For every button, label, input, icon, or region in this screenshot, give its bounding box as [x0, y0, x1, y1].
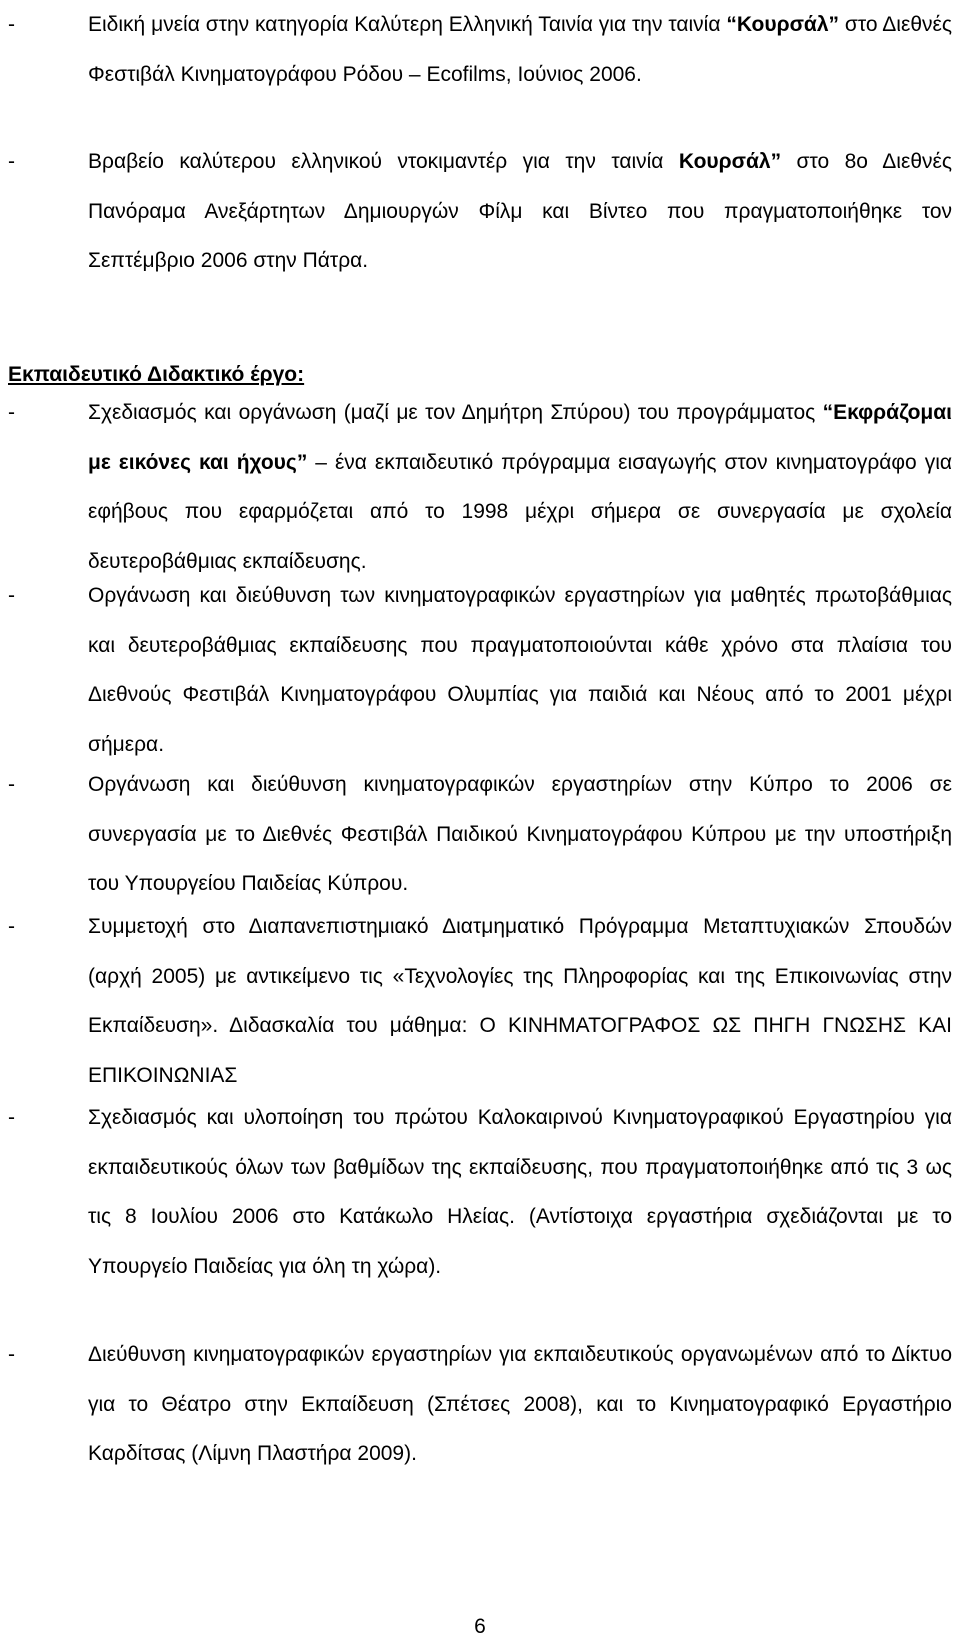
list-item-text	[88, 0, 952, 99]
list-item	[8, 0, 952, 99]
bullet-dash: -	[8, 150, 15, 173]
text-run: – ένα εκπαιδευτικό πρόγραμμα εισαγωγής στον κινηματογράφο για εφήβους που εφαρμόζεται από το 1998 μέχρι σήμερα σε συνεργασία με σχολεία δευτεροβάθμιας εκπαίδευσης.	[88, 450, 952, 573]
list-item-text	[88, 388, 952, 586]
text-run: στο 8ο Διεθνές Πανόραμα Ανεξάρτητων Δημιουργών Φίλμ και Βίντεο που πραγματοποιήθηκε τον Σεπτέμβριο 2006 στην Πάτρα.	[88, 150, 952, 272]
bullet-dash: -	[8, 1343, 15, 1366]
text-run: Σχεδιασμός και υλοποίηση του πρώτου Καλοκαιρινού Κινηματογραφικού Εργαστηρίου για εκπαιδευτικούς όλων των βαθμίδων της εκπαίδευσης, που πραγματοποιήθηκε από τις 3 ως τις 8 Ιουλίου 2006 στο Κατάκωλο Ηλείας. (Αντίστοιχα εργαστήρια σχεδιάζονται με το Υπουργείο Παιδείας για όλη τη χώρα).	[88, 1106, 952, 1278]
list-item	[8, 760, 952, 909]
bullet-dash: -	[8, 773, 15, 796]
list-item	[8, 902, 952, 1100]
bullet-dash: -	[8, 401, 15, 424]
list-item	[8, 388, 952, 586]
text-run: Βραβείο καλύτερου ελληνικού ντοκιμαντέρ για την ταινία	[88, 150, 679, 173]
bullet-dash: -	[8, 915, 15, 938]
bullet-dash: -	[8, 584, 15, 607]
list-item	[8, 1330, 952, 1479]
list-item-text	[88, 1093, 952, 1291]
film-title: Κουρσάλ”	[678, 150, 782, 173]
text-run: Οργάνωση και διεύθυνση των κινηματογραφικών εργαστηρίων για μαθητές πρωτοβάθμιας και δευτεροβάθμιας εκπαίδευσης που πραγματοποιούνται κάθε χρόνο στα πλαίσια του Διεθνούς Φεστιβάλ Κινηματογράφου Ολυμπίας για παιδιά και Νέους από το 2001 μέχρι σήμερα.	[88, 584, 952, 756]
text-run: Συμμετοχή στο Διαπανεπιστημιακό Διατμηματικό Πρόγραμμα Μεταπτυχιακών Σπουδών (αρχή 2005) με αντικείμενο τις «Τεχνολογίες της Πληροφορίας και της Επικοινωνίας στην Εκπαίδευση». Διδασκαλία του μάθημα: Ο ΚΙΝΗΜΑΤΟΓΡΑΦΟΣ ΩΣ ΠΗΓΗ ΓΝΩΣΗΣ ΚΑΙ ΕΠΙΚΟΙΝΩΝΙΑΣ	[88, 915, 952, 1087]
text-run: στο Διεθνές Φεστιβάλ Κινηματογράφου Ρόδου – Ecofilms, Ιούνιος 2006.	[88, 13, 952, 86]
film-title: “Κουρσάλ”	[726, 13, 840, 36]
bullet-dash: -	[8, 13, 15, 36]
list-item-text	[88, 137, 952, 286]
text-run: Διεύθυνση κινηματογραφικών εργαστηρίων για εκπαιδευτικούς οργανωμένων από το Δίκτυο για το Θέατρο στην Εκπαίδευση (Σπέτσες 2008), και το Κινηματογραφικό Εργαστήριο Καρδίτσας (Λίμνη Πλαστήρα 2009).	[88, 1343, 952, 1465]
list-item	[8, 137, 952, 286]
section-heading: Εκπαιδευτικό Διδακτικό έργο:	[8, 363, 305, 386]
page-number: 6	[474, 1615, 486, 1638]
list-item-text	[88, 760, 952, 909]
text-run: Ειδική μνεία στην κατηγορία Καλύτερη Ελληνική Ταινία για την ταινία	[88, 13, 727, 36]
text-run: Σχεδιασμός και οργάνωση (μαζί με τον Δημήτρη Σπύρου) του προγράμματος	[88, 401, 823, 424]
list-item-text	[88, 902, 952, 1100]
list-item	[8, 571, 952, 769]
list-item-text	[88, 1330, 952, 1479]
list-item	[8, 1093, 952, 1291]
program-title: “Εκφράζομαι με εικόνες και ήχους”	[88, 401, 952, 474]
text-run: Οργάνωση και διεύθυνση κινηματογραφικών εργαστηρίων στην Κύπρο το 2006 σε συνεργασία με το Διεθνές Φεστιβάλ Παιδικού Κινηματογράφου Κύπρου με την υποστήριξη του Υπουργείου Παιδείας Κύπρου.	[88, 773, 952, 895]
list-item-text	[88, 571, 952, 769]
bullet-dash: -	[8, 1106, 15, 1129]
